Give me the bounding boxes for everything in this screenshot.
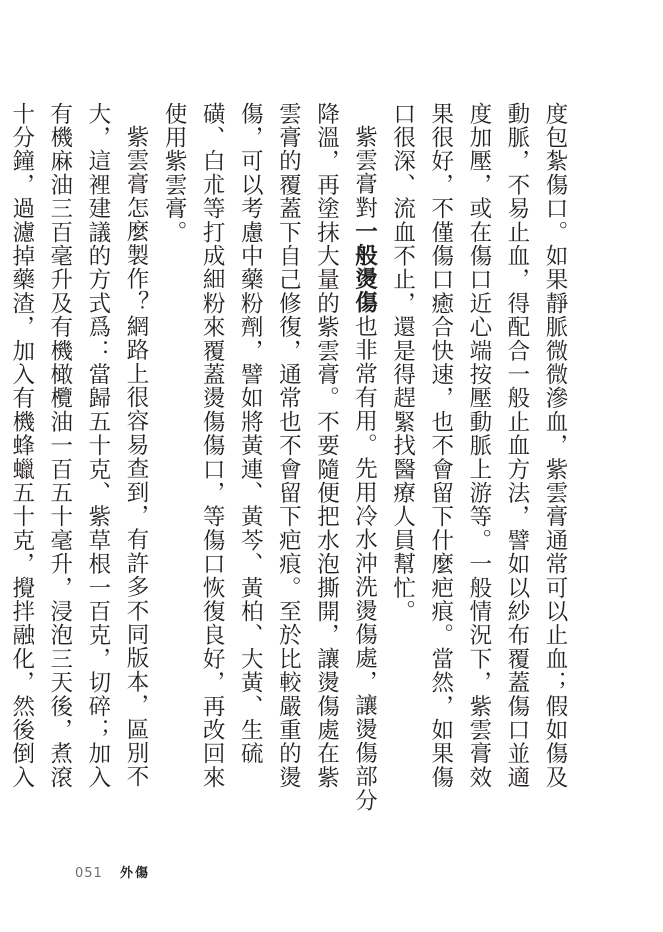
vertical-text-body [8,102,574,812]
paragraph-burns [155,102,384,812]
bold-keyword-burns: 一般燙傷 [351,219,378,315]
paragraph-text: 紫雲膏怎麼製作？網路上很容易查到，有許多不同版本，區別不大，這裡建議的方式爲：當歸五十克、紫草根一百克，切碎；加入有機麻油三百毫升及有機橄欖油一百五十毫升，浸泡三天後，煮滾十分鐘，過濾掉藥渣，加入有機蜂蠟五十克，攪拌融化，然後倒入 [8,102,149,790]
page-footer [75,862,150,881]
paragraph-wound-care [384,102,574,812]
running-section-title: 外傷 [119,866,150,881]
paragraph-recipe [0,102,155,812]
paragraph-text: 度包紮傷口。如果靜脈微微滲血，紫雲膏通常可以止血；假如傷及動脈，不易止血，得配合一般止血方法，譬如以紗布覆蓋傷口並適度加壓，或在傷口近心端按壓動脈上游等。一般情況下，紫雲膏效果很好，不僅傷口癒合快速，也不會留下什麼疤痕。當然，如果傷口很深、流血不止，還是得趕緊找醫療人員幫忙。 [389,102,568,790]
paragraph-text-before: 紫雲膏對 [351,124,378,220]
page-number: 051 [75,866,103,881]
paragraph-text-after: 也非常有用。先用冷水沖洗燙傷處，讓燙傷部分降溫，再塗抹大量的紫雲膏。不要隨便把水泡撕開，讓燙傷處在紫雲膏的覆蓋下自己修復，通常也不會留下疤痕。至於比較嚴重的燙傷，可以考慮中藥粉劑，譬如將黃連、黃芩、黃柏、大黃、生硫磺、白朮等打成細粉來覆蓋燙傷傷口，等傷口恢復良好，再改回來使用紫雲膏。 [161,102,378,812]
